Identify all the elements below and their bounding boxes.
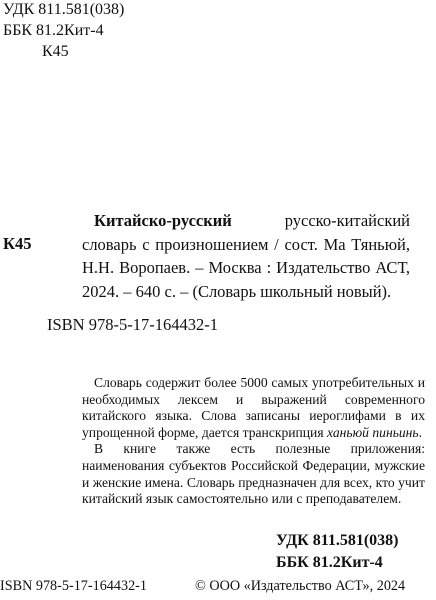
side-author-code: К45 [3, 234, 32, 253]
udk-code: УДК 811.581(038) [3, 1, 125, 18]
footer-isbn: ISBN 978-5-17-164432-1 [0, 578, 147, 594]
isbn-main: ISBN 978-5-17-164432-1 [47, 315, 218, 334]
bottom-bbk: ББК 81.2Кит-4 [276, 554, 383, 571]
bottom-classification [276, 530, 399, 574]
footer-copyright: © ООО «Издательство АСТ», 2024 [195, 578, 406, 594]
bbk-code: ББК 81.2Кит-4 [3, 22, 104, 39]
bibliographic-rest: русско-китайский словарь с произношением / сост. Ма Тяньюй, Н.Н. Воропаев. – Москва : Издательство АСТ, 2024. – 640 с. – (Словарь школьный новый). [82, 211, 410, 301]
author-code: К45 [42, 43, 69, 60]
bibliographic-record [82, 209, 410, 303]
annotation-paragraph-1: Словарь содержит более 5000 самых употребительных и необходимых лексем и выражений современного китайского языка. Слова записаны иероглифами в их упрощенной форме, дается транскрипция ханьюй пиньинь. [82, 375, 425, 440]
book-title: Китайско-русский [94, 211, 232, 230]
transcription-name: ханьюй пиньинь [327, 424, 419, 440]
annotation [82, 375, 425, 508]
classification-block [3, 0, 124, 63]
bottom-udk: УДК 811.581(038) [276, 532, 399, 549]
annotation-paragraph-2: В книге также есть полезные приложения: наименования субъектов Российской Федерации, мужские и женские имена. Словарь предназначен для всех, кто учит китайский язык самостоятельно или с преподавателем. [82, 441, 425, 507]
